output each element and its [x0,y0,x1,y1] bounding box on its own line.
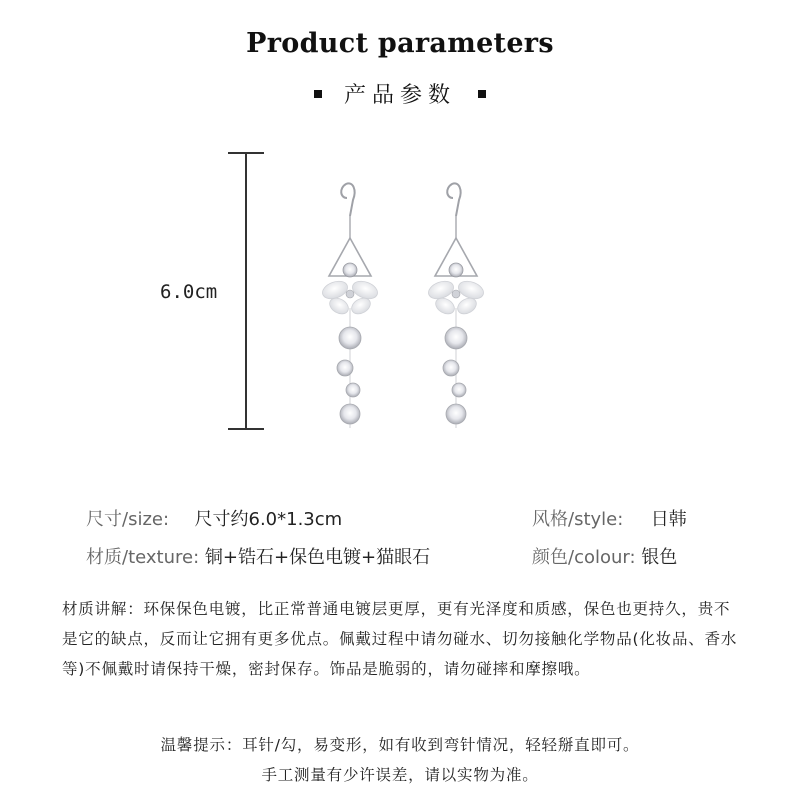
size-label: 尺寸/size: [86,509,170,530]
spec-style [532,505,687,531]
subtitle-text: 产品参数 [343,83,456,108]
size-value: 尺寸约6.0*1.3cm [194,509,343,530]
colour-value: 银色 [641,547,678,568]
earrings-product-image [300,180,520,430]
square-bullet-icon [314,90,322,98]
spec-colour [532,543,677,569]
texture-value: 铜+锆石+保色电镀+猫眼石 [204,547,431,568]
colour-label: 颜色/colour: [532,547,636,568]
right-earring [426,183,486,428]
square-bullet-icon [478,90,486,98]
ruler-line [245,152,247,430]
dimension-ruler [228,152,268,430]
dimension-label: 6.0cm [160,281,218,303]
style-value: 日韩 [650,509,687,530]
subtitle-row [0,78,800,109]
texture-label: 材质/texture: [86,547,200,568]
spec-size [86,505,342,531]
material-description: 材质讲解：环保保色电镀，比正常普通电镀层更厚，更有光泽度和质感，保色也更持久，贵不是它的缺点，反而让它拥有更多优点。佩戴过程中请勿碰水、切勿接触化学物品(化妆品、香水等)不佩戴时请保持干燥，密封保存。饰品是脆弱的，请勿碰摔和摩擦哦。 [62,600,738,678]
measurement-note: 手工测量有少许误差，请以实物为准。 [261,766,539,784]
warm-tip: 温馨提示：耳针/勾，易变形，如有收到弯针情况，轻轻掰直即可。 [160,736,640,754]
left-earring [320,183,380,428]
spec-texture [86,543,430,569]
ruler-bottom-cap [228,428,264,430]
page-title: Product parameters [246,28,554,59]
style-label: 风格/style: [532,509,624,530]
